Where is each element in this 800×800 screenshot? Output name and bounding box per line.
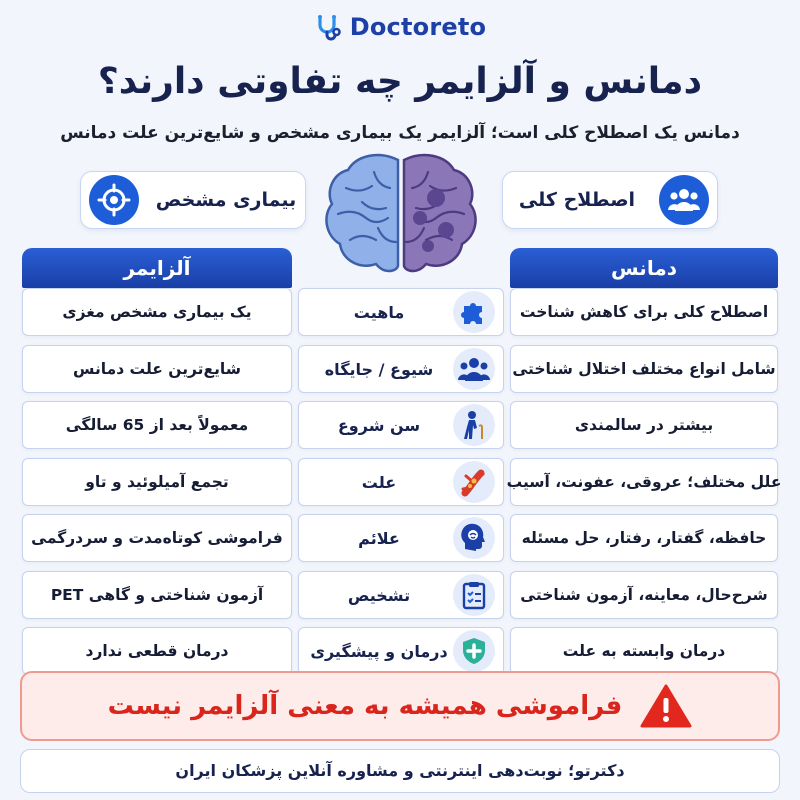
general-term-label: اصطلاح کلی <box>518 189 636 211</box>
stethoscope-logo-icon <box>314 12 344 42</box>
specific-disease-pill <box>80 171 306 229</box>
category-cell <box>298 514 504 562</box>
page-subtitle: دمانس یک اصطلاح کلی است؛ آلزایمر یک بیماری مشخص و شایع‌ترین علت دمانس <box>60 123 740 143</box>
warning-text: فراموشی همیشه به معنی آلزایمر نیست <box>107 691 623 721</box>
category-cell <box>298 345 504 393</box>
general-term-pill <box>502 171 718 229</box>
warning-triangle-icon <box>640 683 692 729</box>
category-label: علائم <box>358 528 400 548</box>
blood-vessel-icon <box>453 461 495 503</box>
dementia-cell: علل مختلف؛ عروقی، عفونت، آسیب <box>510 458 778 506</box>
alzheimer-cell: تجمع آمیلوئید و تاو <box>22 458 292 506</box>
category-label: شیوع / جایگاه <box>324 359 434 379</box>
warning-banner <box>20 671 780 741</box>
alzheimer-cell: معمولاً بعد از 65 سالگی <box>22 401 292 449</box>
category-label: تشخیص <box>347 585 411 605</box>
brand-logo <box>0 8 800 46</box>
dementia-cell: درمان وابسته به علت <box>510 627 778 675</box>
alzheimer-cell: یک بیماری مشخص مغزی <box>22 288 292 336</box>
people-group-icon <box>659 175 709 225</box>
dementia-column-header: دمانس <box>510 248 778 288</box>
dementia-cell: اصطلاح کلی برای کاهش شناخت <box>510 288 778 336</box>
head-brain-icon <box>453 517 495 559</box>
category-cell <box>298 571 504 619</box>
shield-cross-icon <box>453 630 495 672</box>
category-cell <box>298 627 504 675</box>
category-label: علت <box>361 472 397 492</box>
alzheimer-cell: آزمون شناختی و گاهی PET <box>22 571 292 619</box>
category-label: درمان و پیشگیری <box>310 641 448 661</box>
alzheimer-cell: فراموشی کوتاه‌مدت و سردرگمی <box>22 514 292 562</box>
puzzle-icon <box>453 291 495 333</box>
alzheimer-cell: درمان قطعی ندارد <box>22 627 292 675</box>
people-icon <box>453 348 495 390</box>
alzheimer-cell: شایع‌ترین علت دمانس <box>22 345 292 393</box>
category-cell <box>298 458 504 506</box>
brain-icon <box>318 148 484 284</box>
category-label: سن شروع <box>337 415 421 435</box>
page-title: دمانس و آلزایمر چه تفاوتی دارند؟ <box>97 61 703 102</box>
category-cell <box>298 401 504 449</box>
alzheimer-column-header: آلزایمر <box>22 248 292 288</box>
category-label: ماهیت <box>353 302 405 322</box>
specific-disease-label: بیماری مشخص <box>155 189 297 211</box>
clipboard-checklist-icon <box>453 574 495 616</box>
footer-text: دکترتو؛ نوبت‌دهی اینترنتی و مشاوره آنلاین پزشکان ایران <box>20 749 780 793</box>
brand-name: Doctoreto <box>349 13 487 41</box>
elderly-person-icon <box>453 404 495 446</box>
dementia-cell: بیشتر در سالمندی <box>510 401 778 449</box>
target-icon <box>89 175 139 225</box>
dementia-cell: حافظه، گفتار، رفتار، حل مسئله <box>510 514 778 562</box>
dementia-cell: شامل انواع مختلف اختلال شناختی <box>510 345 778 393</box>
category-cell <box>298 288 504 336</box>
dementia-cell: شرح‌حال، معاینه، آزمون شناختی <box>510 571 778 619</box>
